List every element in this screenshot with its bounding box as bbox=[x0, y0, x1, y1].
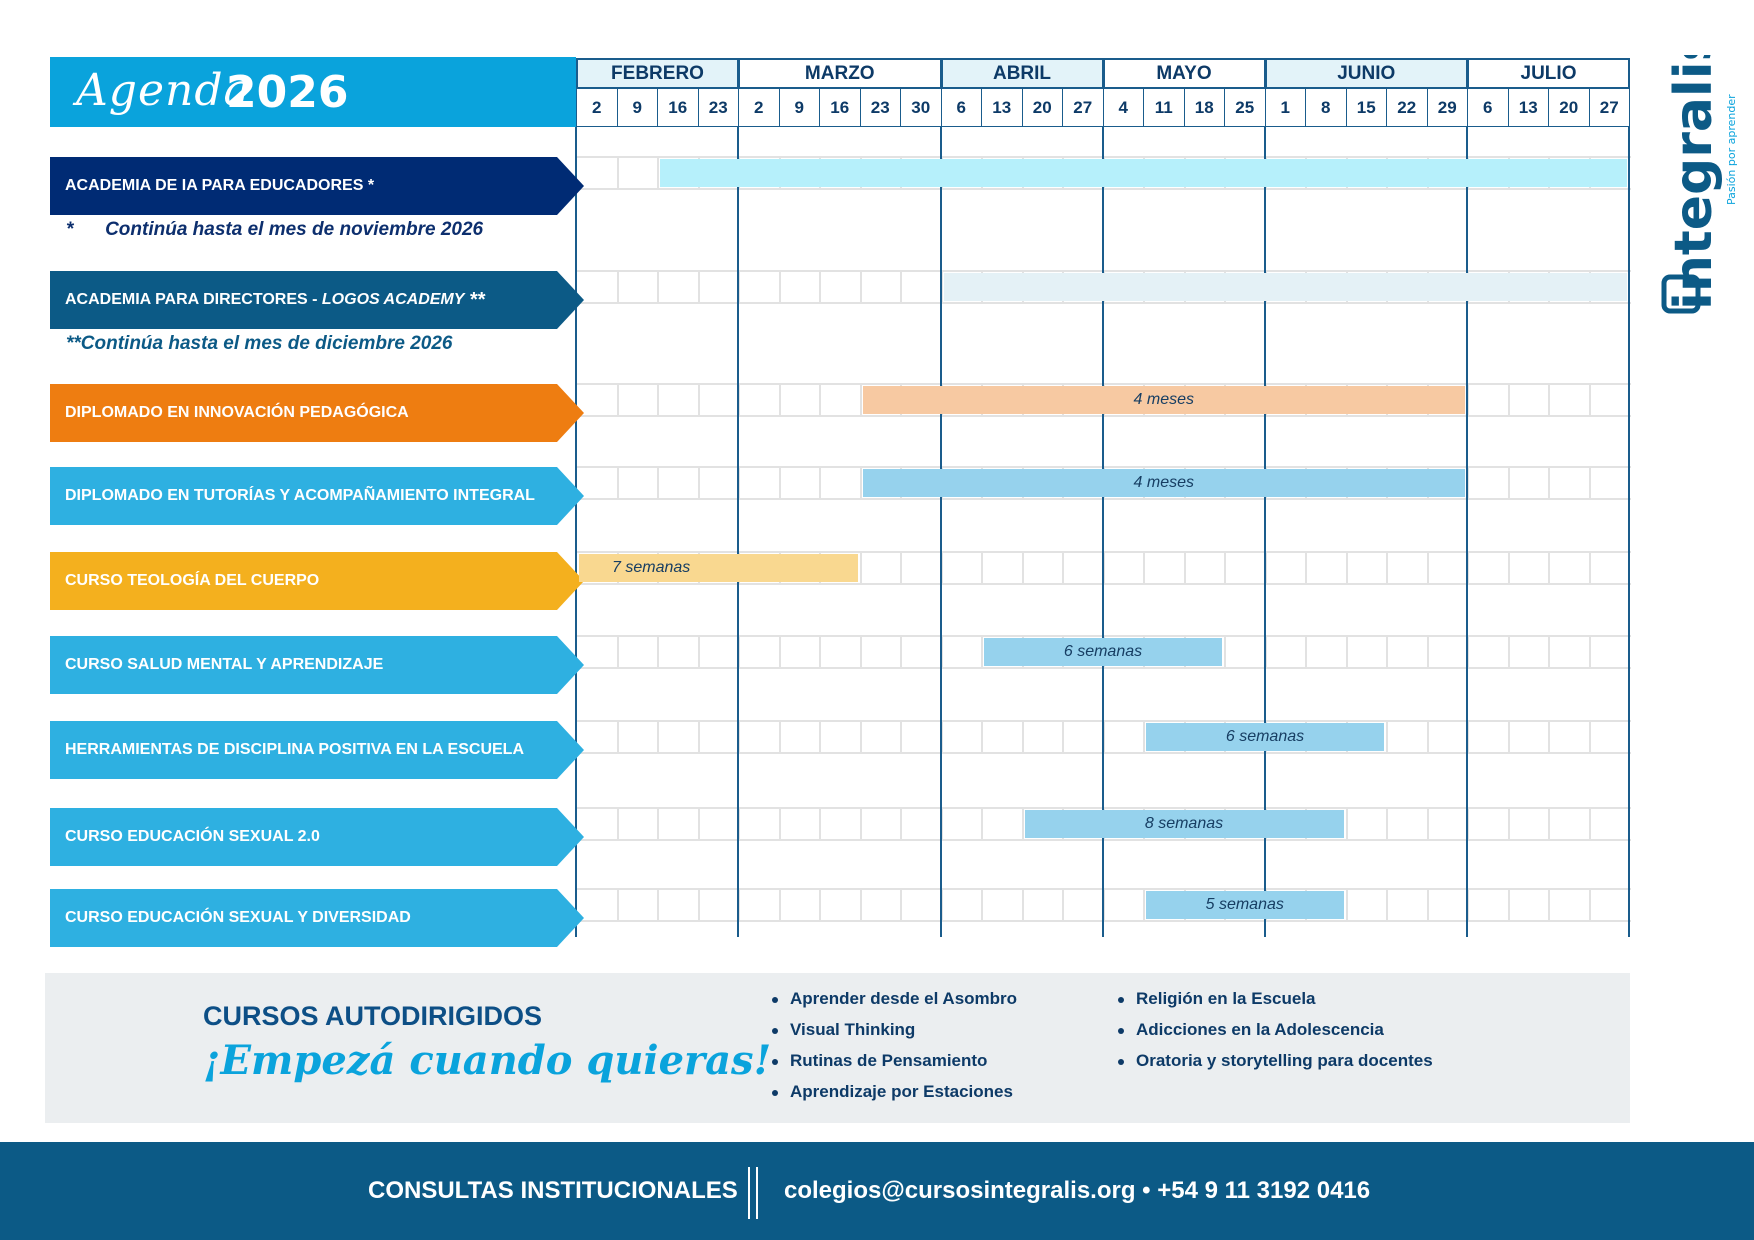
bullet-icon bbox=[772, 1059, 778, 1065]
program-label-arrow bbox=[557, 889, 584, 947]
grid-divider bbox=[1548, 385, 1550, 415]
program-duration: 5 semanas bbox=[1205, 896, 1284, 913]
grid-divider bbox=[1143, 553, 1145, 583]
program-label bbox=[50, 808, 557, 866]
course-name: Religión en la Escuela bbox=[1136, 989, 1316, 1008]
title-banner bbox=[50, 57, 576, 127]
bullet-icon bbox=[772, 997, 778, 1003]
grid-divider bbox=[1346, 890, 1348, 920]
self-directed-course bbox=[772, 1076, 1017, 1107]
month-boundary-line bbox=[737, 127, 739, 937]
week-cell: 20 bbox=[1548, 89, 1590, 127]
grid-divider bbox=[698, 272, 700, 302]
program-note: * Continúa hasta el mes de noviembre 2026 bbox=[66, 219, 484, 240]
program-label-arrow bbox=[557, 271, 584, 329]
grid-divider bbox=[1508, 722, 1510, 752]
grid-divider bbox=[617, 158, 619, 188]
course-list-left bbox=[772, 983, 1017, 1107]
grid-divider bbox=[1224, 637, 1226, 667]
grid-divider bbox=[1427, 722, 1429, 752]
program-label-text: CURSO SALUD MENTAL Y APRENDIZAJE bbox=[65, 656, 384, 673]
program-duration: 7 semanas bbox=[612, 559, 691, 576]
grid-divider bbox=[900, 272, 902, 302]
grid-divider bbox=[860, 553, 862, 583]
week-cell: 9 bbox=[779, 89, 821, 127]
program-bar bbox=[1025, 810, 1344, 838]
grid-divider bbox=[1589, 809, 1591, 839]
grid-divider bbox=[1386, 553, 1388, 583]
course-name: Aprender desde el Asombro bbox=[790, 989, 1018, 1008]
week-cell: 22 bbox=[1386, 89, 1428, 127]
program-label-arrow bbox=[557, 636, 584, 694]
week-cell: 23 bbox=[698, 89, 740, 127]
grid-divider bbox=[1548, 722, 1550, 752]
logo-wordmark: integralis bbox=[1664, 55, 1724, 310]
grid-divider bbox=[1062, 553, 1064, 583]
course-name: Visual Thinking bbox=[790, 1020, 916, 1039]
course-list-right bbox=[1118, 983, 1433, 1076]
grid-divider bbox=[981, 890, 983, 920]
month-marzo: MARZO bbox=[738, 58, 942, 89]
title-script: Agenda bbox=[76, 65, 251, 116]
course-name: Adicciones en la Adolescencia bbox=[1136, 1020, 1384, 1039]
grid-divider bbox=[1386, 637, 1388, 667]
program-label-italic: LOGOS ACADEMY bbox=[321, 291, 465, 308]
logo-tagline: Pasión por aprender bbox=[1725, 94, 1738, 205]
program-label bbox=[50, 384, 557, 442]
self-directed-course bbox=[772, 1014, 1017, 1045]
grid-divider bbox=[1022, 553, 1024, 583]
grid-divider bbox=[1427, 637, 1429, 667]
grid-divider bbox=[900, 553, 902, 583]
week-cell: 27 bbox=[1589, 89, 1631, 127]
grid-divider bbox=[1589, 385, 1591, 415]
grid-divider bbox=[1427, 890, 1429, 920]
week-cell: 1 bbox=[1265, 89, 1307, 127]
grid-divider bbox=[1548, 468, 1550, 498]
week-cell: 18 bbox=[1184, 89, 1226, 127]
grid-divider bbox=[860, 637, 862, 667]
grid-divider bbox=[1548, 637, 1550, 667]
grid-divider bbox=[860, 272, 862, 302]
week-cell: 16 bbox=[819, 89, 861, 127]
grid-divider bbox=[1346, 809, 1348, 839]
grid-divider bbox=[617, 722, 619, 752]
grid-divider bbox=[1022, 809, 1024, 839]
month-febrero: FEBRERO bbox=[576, 58, 739, 89]
program-duration: 6 semanas bbox=[1225, 728, 1305, 745]
program-label-text: ACADEMIA DE IA PARA EDUCADORES * bbox=[65, 177, 375, 194]
grid-divider bbox=[657, 637, 659, 667]
self-directed-title: CURSOS AUTODIRIGIDOS bbox=[203, 1001, 543, 1031]
grid-divider bbox=[698, 890, 700, 920]
grid-divider bbox=[1589, 637, 1591, 667]
month-julio: JULIO bbox=[1467, 58, 1630, 89]
program-label-text: CURSO EDUCACIÓN SEXUAL Y DIVERSIDAD bbox=[65, 909, 411, 926]
week-cell: 4 bbox=[1103, 89, 1145, 127]
timeline-row bbox=[576, 888, 1631, 922]
grid-divider bbox=[657, 158, 659, 188]
grid-divider bbox=[860, 809, 862, 839]
grid-divider bbox=[1386, 809, 1388, 839]
week-cell: 11 bbox=[1143, 89, 1185, 127]
program-label-text: CURSO TEOLOGÍA DEL CUERPO bbox=[65, 572, 320, 589]
grid-divider bbox=[698, 809, 700, 839]
self-directed-course bbox=[1118, 983, 1433, 1014]
grid-divider bbox=[1346, 553, 1348, 583]
grid-divider bbox=[1224, 553, 1226, 583]
week-cell: 29 bbox=[1427, 89, 1469, 127]
grid-divider bbox=[819, 468, 821, 498]
footer-divider bbox=[756, 1167, 758, 1219]
course-name: Oratoria y storytelling para docentes bbox=[1136, 1051, 1433, 1070]
bullet-icon bbox=[772, 1090, 778, 1096]
grid-divider bbox=[1589, 722, 1591, 752]
program-label bbox=[50, 889, 557, 947]
grid-divider bbox=[698, 637, 700, 667]
grid-divider bbox=[698, 385, 700, 415]
program-label-suffix: ** bbox=[464, 288, 486, 311]
self-directed-course bbox=[772, 983, 1017, 1014]
grid-divider bbox=[900, 637, 902, 667]
grid-divider bbox=[1305, 637, 1307, 667]
timeline-row bbox=[576, 720, 1631, 754]
grid-divider bbox=[1589, 553, 1591, 583]
grid-divider bbox=[657, 890, 659, 920]
program-label bbox=[50, 636, 557, 694]
course-name: Rutinas de Pensamiento bbox=[790, 1051, 988, 1070]
grid-divider bbox=[819, 385, 821, 415]
grid-divider bbox=[1143, 890, 1145, 920]
week-cell: 2 bbox=[738, 89, 780, 127]
month-boundary-line bbox=[1628, 127, 1630, 937]
grid-divider bbox=[1508, 385, 1510, 415]
self-directed-section bbox=[45, 973, 1630, 1123]
program-bar bbox=[1146, 723, 1384, 751]
grid-divider bbox=[657, 468, 659, 498]
grid-divider bbox=[819, 890, 821, 920]
self-directed-course bbox=[1118, 1045, 1433, 1076]
program-bar bbox=[944, 273, 1628, 301]
grid-divider bbox=[657, 385, 659, 415]
program-label-arrow bbox=[557, 384, 584, 442]
program-label bbox=[50, 467, 557, 525]
grid-divider bbox=[819, 637, 821, 667]
grid-divider bbox=[1548, 553, 1550, 583]
self-directed-course bbox=[1118, 1014, 1433, 1045]
program-label-arrow bbox=[557, 808, 584, 866]
program-duration: 4 meses bbox=[1133, 391, 1194, 408]
program-duration: 6 semanas bbox=[1063, 643, 1143, 660]
course-name: Aprendizaje por Estaciones bbox=[790, 1082, 1013, 1101]
grid-divider bbox=[617, 385, 619, 415]
grid-divider bbox=[900, 809, 902, 839]
grid-divider bbox=[1427, 553, 1429, 583]
program-bar bbox=[863, 469, 1466, 497]
footer-title: CONSULTAS INSTITUCIONALES bbox=[368, 1177, 738, 1204]
grid-divider bbox=[779, 890, 781, 920]
month-mayo: MAYO bbox=[1103, 58, 1266, 89]
week-cell: 9 bbox=[617, 89, 659, 127]
month-junio: JUNIO bbox=[1265, 58, 1469, 89]
grid-divider bbox=[617, 890, 619, 920]
grid-divider bbox=[819, 722, 821, 752]
grid-divider bbox=[981, 722, 983, 752]
grid-divider bbox=[1589, 468, 1591, 498]
program-label-text: HERRAMIENTAS DE DISCIPLINA POSITIVA EN LA ESCUELA bbox=[65, 741, 524, 758]
program-label-text: DIPLOMADO EN INNOVACIÓN PEDAGÓGICA bbox=[65, 404, 409, 421]
grid-divider bbox=[860, 890, 862, 920]
grid-divider bbox=[779, 468, 781, 498]
grid-divider bbox=[1062, 890, 1064, 920]
grid-divider bbox=[981, 809, 983, 839]
grid-divider bbox=[1427, 809, 1429, 839]
grid-divider bbox=[1184, 553, 1186, 583]
footer-divider bbox=[748, 1167, 750, 1219]
week-cell: 20 bbox=[1022, 89, 1064, 127]
program-label-text: CURSO EDUCACIÓN SEXUAL 2.0 bbox=[65, 828, 320, 845]
footer bbox=[0, 1142, 1754, 1240]
grid-divider bbox=[1022, 722, 1024, 752]
week-cell: 6 bbox=[941, 89, 983, 127]
program-bar bbox=[863, 386, 1466, 414]
grid-divider bbox=[617, 809, 619, 839]
program-label bbox=[50, 157, 557, 215]
week-cell: 6 bbox=[1467, 89, 1509, 127]
title-year: 2026 bbox=[226, 67, 349, 118]
grid-divider bbox=[1508, 468, 1510, 498]
program-duration: 8 semanas bbox=[1144, 815, 1224, 832]
grid-divider bbox=[617, 637, 619, 667]
program-duration: 4 meses bbox=[1133, 474, 1194, 491]
program-label bbox=[50, 552, 557, 610]
grid-divider bbox=[819, 272, 821, 302]
bullet-icon bbox=[1118, 1059, 1124, 1065]
bullet-icon bbox=[772, 1028, 778, 1034]
week-cell: 23 bbox=[860, 89, 902, 127]
grid-divider bbox=[698, 722, 700, 752]
week-cell: 13 bbox=[981, 89, 1023, 127]
week-cell: 30 bbox=[900, 89, 942, 127]
grid-divider bbox=[1062, 722, 1064, 752]
grid-divider bbox=[1143, 722, 1145, 752]
grid-divider bbox=[617, 272, 619, 302]
grid-divider bbox=[1508, 809, 1510, 839]
week-cell: 13 bbox=[1508, 89, 1550, 127]
grid-divider bbox=[617, 468, 619, 498]
grid-divider bbox=[779, 272, 781, 302]
grid-divider bbox=[1548, 890, 1550, 920]
program-note: **Continúa hasta el mes de diciembre 2026 bbox=[66, 333, 453, 354]
grid-divider bbox=[860, 385, 862, 415]
grid-divider bbox=[1508, 890, 1510, 920]
grid-divider bbox=[657, 272, 659, 302]
grid-divider bbox=[860, 722, 862, 752]
program-label bbox=[50, 721, 557, 779]
week-cell: 8 bbox=[1305, 89, 1347, 127]
month-boundary-line bbox=[1466, 127, 1468, 937]
grid-divider bbox=[900, 722, 902, 752]
program-bar bbox=[1146, 891, 1344, 919]
grid-divider bbox=[900, 890, 902, 920]
grid-divider bbox=[1548, 809, 1550, 839]
grid-divider bbox=[779, 722, 781, 752]
grid-divider bbox=[779, 385, 781, 415]
grid-divider bbox=[698, 468, 700, 498]
program-bar bbox=[660, 159, 1627, 187]
integralis-logo bbox=[1655, 55, 1745, 315]
program-label-arrow bbox=[557, 467, 584, 525]
footer-contact[interactable]: colegios@cursosintegralis.org • +54 9 11 3192 0416 bbox=[784, 1177, 1371, 1204]
program-label-arrow bbox=[557, 157, 584, 215]
grid-divider bbox=[1508, 637, 1510, 667]
program-label-text: ACADEMIA PARA DIRECTORES - bbox=[65, 291, 322, 308]
program-bar bbox=[579, 554, 858, 582]
grid-divider bbox=[819, 809, 821, 839]
grid-divider bbox=[1022, 890, 1024, 920]
week-cell: 16 bbox=[657, 89, 699, 127]
program-label-text: DIPLOMADO EN TUTORÍAS Y ACOMPAÑAMIENTO INTEGRAL bbox=[65, 487, 535, 504]
grid-divider bbox=[860, 468, 862, 498]
week-cell: 2 bbox=[576, 89, 618, 127]
program-label bbox=[50, 271, 557, 329]
grid-divider bbox=[1386, 722, 1388, 752]
bullet-icon bbox=[1118, 1028, 1124, 1034]
program-bar bbox=[984, 638, 1222, 666]
self-directed-tagline: ¡Empezá cuando quieras! bbox=[203, 1037, 772, 1084]
grid-divider bbox=[779, 809, 781, 839]
week-cell: 15 bbox=[1346, 89, 1388, 127]
grid-divider bbox=[779, 637, 781, 667]
month-abril: ABRIL bbox=[941, 58, 1104, 89]
month-boundary-line bbox=[940, 127, 942, 937]
grid-divider bbox=[981, 637, 983, 667]
week-cell: 27 bbox=[1062, 89, 1104, 127]
grid-divider bbox=[1305, 553, 1307, 583]
grid-divider bbox=[1346, 637, 1348, 667]
grid-divider bbox=[1589, 890, 1591, 920]
grid-divider bbox=[657, 809, 659, 839]
logo-graphic bbox=[1655, 55, 1745, 315]
bullet-icon bbox=[1118, 997, 1124, 1003]
grid-divider bbox=[1386, 890, 1388, 920]
grid-divider bbox=[1508, 553, 1510, 583]
grid-divider bbox=[657, 722, 659, 752]
grid-divider bbox=[981, 553, 983, 583]
program-label-arrow bbox=[557, 721, 584, 779]
week-cell: 25 bbox=[1224, 89, 1266, 127]
self-directed-course bbox=[772, 1045, 1017, 1076]
